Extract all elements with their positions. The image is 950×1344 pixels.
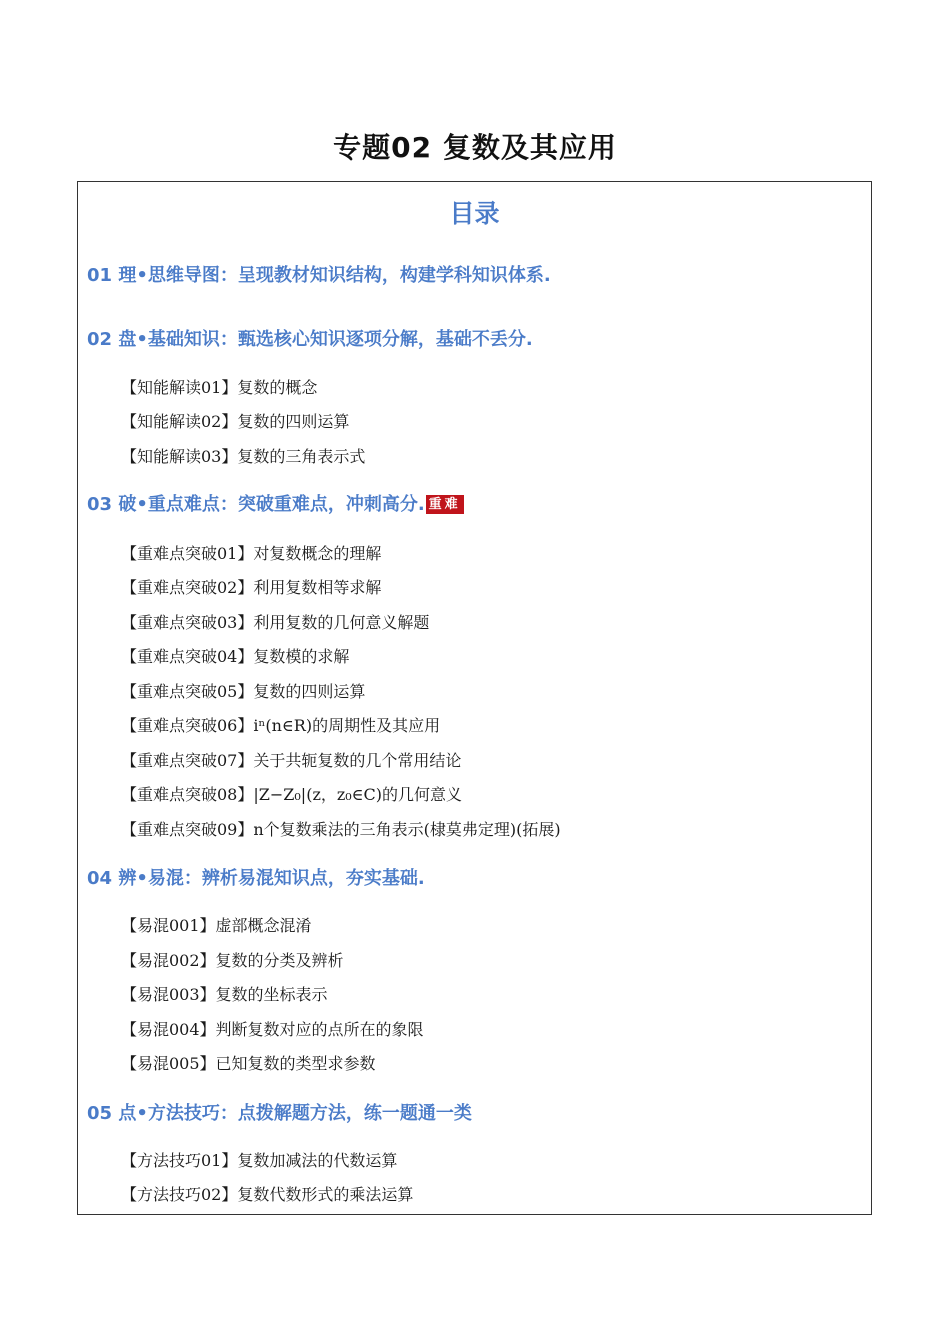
toc-entry[interactable]: 【易混001】虚部概念混淆 [121, 916, 312, 935]
toc-entry[interactable]: 【重难点突破09】n个复数乘法的三角表示(棣莫弗定理)(拓展) [121, 820, 561, 839]
toc-section-03[interactable] [87, 490, 464, 516]
toc-entry[interactable]: 【易混003】复数的坐标表示 [121, 985, 328, 1004]
toc-entry[interactable]: 【重难点突破07】关于共轭复数的几个常用结论 [121, 751, 462, 770]
toc-entry[interactable]: 【重难点突破08】|Z−Z₀|(z，z₀∈C)的几何意义 [121, 785, 463, 804]
toc-entry[interactable]: 【重难点突破01】对复数概念的理解 [121, 544, 382, 563]
toc-section-02[interactable]: 02 盘•基础知识：甄选核心知识逐项分解，基础不丢分. [87, 329, 533, 350]
toc-entry[interactable]: 【知能解读02】复数的四则运算 [121, 412, 350, 431]
key-difficulty-badge: 重难 [426, 495, 464, 514]
toc-entry[interactable]: 【易混005】已知复数的类型求参数 [121, 1054, 376, 1073]
table-of-contents [77, 181, 872, 1215]
toc-entry[interactable]: 【重难点突破03】利用复数的几何意义解题 [121, 613, 430, 632]
toc-heading: 目录 [449, 199, 500, 228]
toc-section-01[interactable]: 01 理•思维导图：呈现教材知识结构，构建学科知识体系. [87, 265, 551, 286]
toc-entry[interactable]: 【重难点突破04】复数模的求解 [121, 647, 350, 666]
toc-entry[interactable]: 【重难点突破06】iⁿ(n∈R)的周期性及其应用 [121, 716, 441, 735]
toc-entry[interactable]: 【重难点突破02】利用复数相等求解 [121, 578, 382, 597]
toc-entry[interactable]: 【方法技巧02】复数代数形式的乘法运算 [121, 1185, 414, 1204]
toc-entry[interactable]: 【易混002】复数的分类及辨析 [121, 951, 344, 970]
toc-section-04[interactable]: 04 辨•易混：辨析易混知识点，夯实基础. [87, 868, 425, 889]
toc-entry[interactable]: 【方法技巧01】复数加减法的代数运算 [121, 1151, 398, 1170]
toc-entry[interactable]: 【知能解读03】复数的三角表示式 [121, 447, 366, 466]
toc-entry[interactable]: 【易混004】判断复数对应的点所在的象限 [121, 1020, 424, 1039]
document-title: 专题02 复数及其应用 [333, 131, 617, 164]
toc-section-03-title: 03 破•重点难点：突破重难点，冲刺高分. [87, 494, 425, 515]
toc-section-05[interactable]: 05 点•方法技巧：点拨解题方法，练一题通一类 [87, 1103, 472, 1124]
toc-entry[interactable]: 【知能解读01】复数的概念 [121, 378, 318, 397]
toc-entry[interactable]: 【重难点突破05】复数的四则运算 [121, 682, 366, 701]
